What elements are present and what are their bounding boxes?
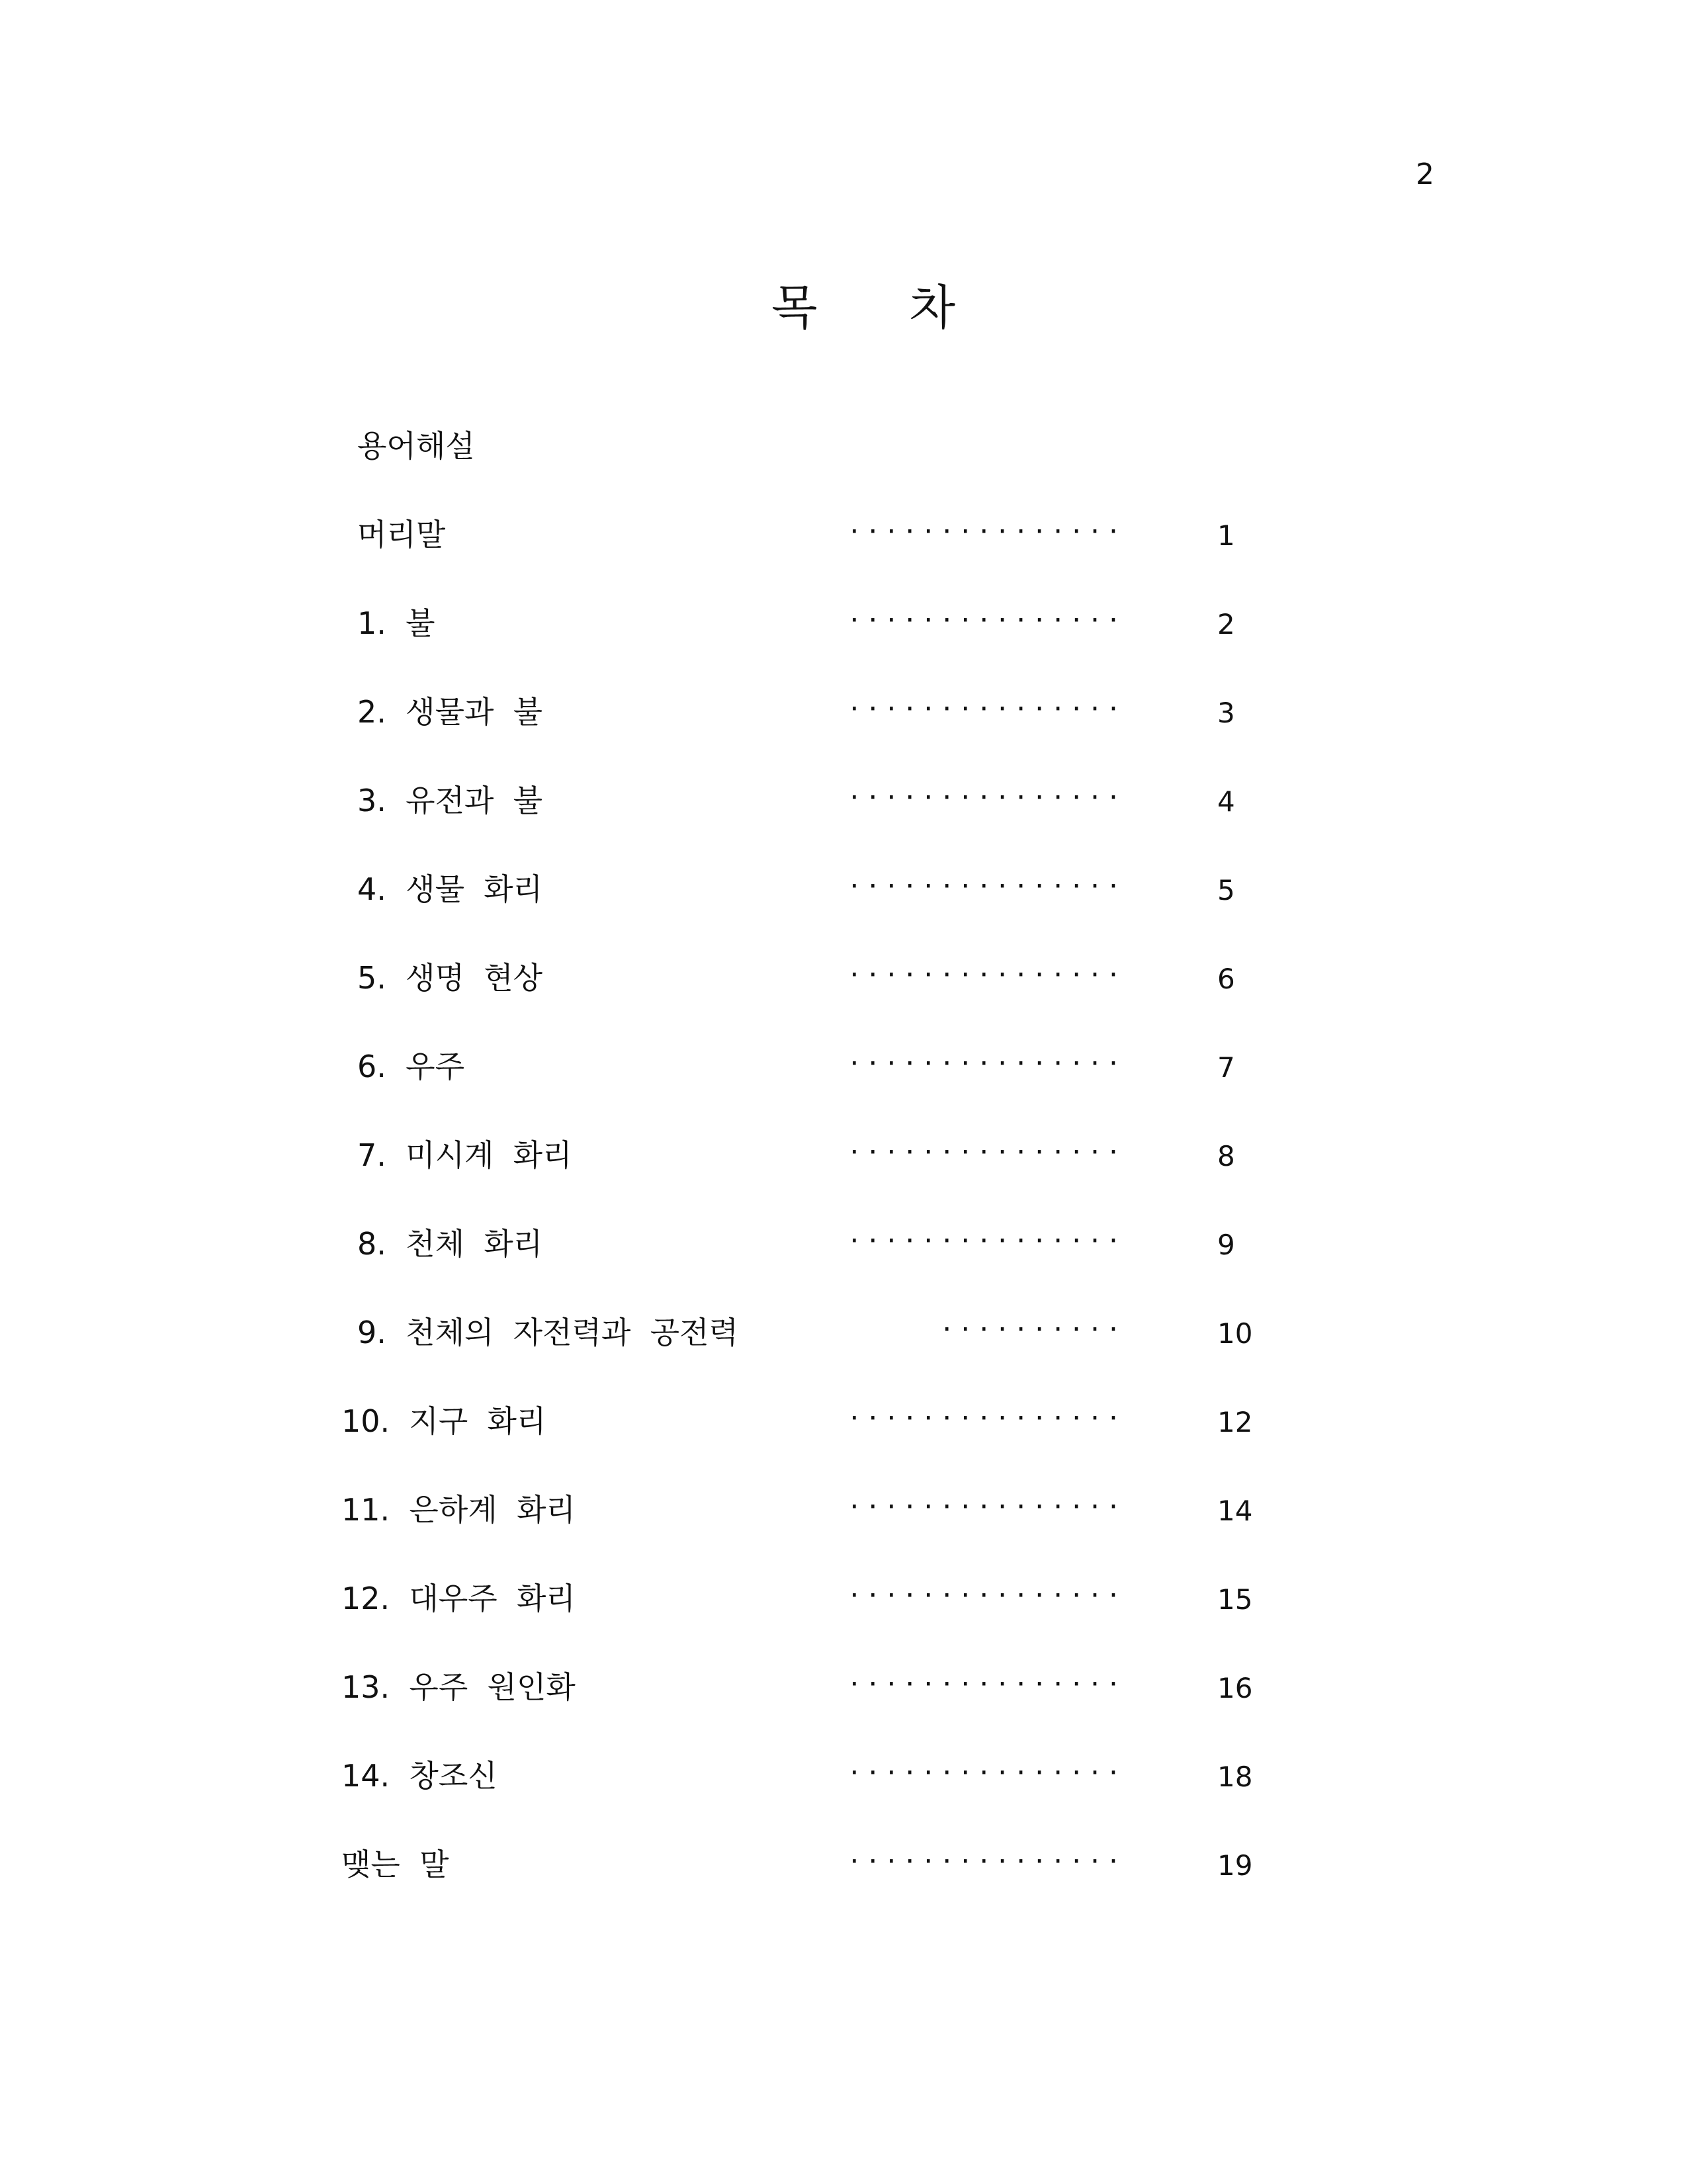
toc-entry-title: 4. 생물 화리: [357, 871, 543, 907]
toc-entry-leader-dots: · · · · · · · · · · · · · · ·: [849, 1135, 1118, 1169]
toc-entry-leader-dots: · · · · · · · · · · · · · · ·: [849, 603, 1118, 637]
toc-entry-page-number: 9: [1217, 1229, 1235, 1261]
toc-entry-page-number: 10: [1217, 1317, 1253, 1350]
toc-entry-leader-dots: · · · · · · · · · · · · · · ·: [849, 1224, 1118, 1258]
toc-entry-title: 13. 우주 원인화: [341, 1669, 576, 1705]
toc-entry: [0, 597, 1687, 650]
toc-entry-leader-dots: · · · · · · · · · · · · · · ·: [849, 1667, 1118, 1701]
toc-entry-leader-dots: · · · · · · · · · ·: [942, 1313, 1118, 1346]
toc-entry-title: 1. 불: [357, 605, 435, 641]
toc-entry: [0, 1395, 1687, 1448]
toc-entry: [0, 951, 1687, 1004]
toc-entry: [0, 1572, 1687, 1625]
toc-entry-leader-dots: · · · · · · · · · · · · · · ·: [849, 1401, 1118, 1435]
toc-entry: [0, 1129, 1687, 1182]
toc-entry-page-number: 15: [1217, 1583, 1253, 1616]
toc-entry: [0, 1838, 1687, 1891]
toc-entry: [0, 1749, 1687, 1802]
toc-entry-page-number: 6: [1217, 963, 1235, 995]
toc-entry: [0, 1306, 1687, 1359]
toc-entry-leader-dots: · · · · · · · · · · · · · · ·: [849, 1047, 1118, 1080]
toc-entry-leader-dots: · · · · · · · · · · · · · · ·: [849, 958, 1118, 992]
toc-entry: [0, 863, 1687, 916]
toc-entry-title: 2. 생물과 불: [357, 694, 543, 730]
toc-entry-page-number: 1: [1217, 519, 1235, 552]
toc-entry-page-number: 18: [1217, 1761, 1253, 1793]
toc-entry-title: 5. 생명 현상: [357, 960, 543, 996]
toc-entry-leader-dots: · · · · · · · · · · · · · · ·: [849, 869, 1118, 903]
toc-entry-page-number: 19: [1217, 1849, 1253, 1882]
toc-entry-leader-dots: · · · · · · · · · · · · · · ·: [849, 692, 1118, 726]
toc-entry-leader-dots: · · · · · · · · · · · · · · ·: [849, 1845, 1118, 1878]
toc-entry-leader-dots: · · · · · · · · · · · · · · ·: [849, 515, 1118, 548]
toc-entry-page-number: 2: [1217, 608, 1235, 640]
toc-entry-title: 8. 천체 화리: [357, 1226, 543, 1262]
toc-entry-title: 머리말: [357, 517, 446, 552]
toc-entry-page-number: 14: [1217, 1495, 1253, 1527]
toc-entry: [0, 1217, 1687, 1270]
toc-entry-leader-dots: · · · · · · · · · · · · · · ·: [849, 1490, 1118, 1524]
toc-entry-title: 10. 지구 화리: [341, 1403, 546, 1439]
toc-entry: [0, 508, 1687, 561]
toc-entry-page-number: 8: [1217, 1140, 1235, 1172]
toc-entry: [0, 1040, 1687, 1093]
toc-entry-title: 14. 창조신: [341, 1758, 497, 1794]
toc-entry-title: 맺는 말: [341, 1847, 449, 1882]
toc-entry: [0, 419, 1687, 472]
toc-entry-page-number: 3: [1217, 697, 1235, 729]
toc-entry-page-number: 16: [1217, 1672, 1253, 1704]
toc-entry: [0, 685, 1687, 738]
toc-entry-leader-dots: · · · · · · · · · · · · · · ·: [849, 1579, 1118, 1612]
toc-entry-page-number: 4: [1217, 785, 1235, 818]
toc-entry-leader-dots: · · · · · · · · · · · · · · ·: [849, 781, 1118, 814]
toc-entry: [0, 1483, 1687, 1536]
toc-entry-title: 7. 미시계 화리: [357, 1137, 572, 1173]
toc-title: 목 차: [771, 280, 994, 335]
toc-entry-title: 용어해설: [357, 428, 475, 464]
toc-entry-title: 6. 우주: [357, 1049, 465, 1084]
toc-entry-page-number: 7: [1217, 1051, 1235, 1084]
toc-entry-title: 11. 은하계 화리: [341, 1492, 576, 1528]
toc-entry-title: 12. 대우주 화리: [341, 1581, 576, 1616]
toc-entry-page-number: 12: [1217, 1406, 1253, 1438]
toc-entry: [0, 774, 1687, 827]
toc-entry: [0, 1661, 1687, 1714]
toc-entry-title: 3. 유전과 불: [357, 783, 543, 818]
page-number: 2: [1416, 157, 1434, 191]
toc-entry-leader-dots: · · · · · · · · · · · · · · ·: [849, 1756, 1118, 1790]
toc-entry-title: 9. 천체의 자전력과 공전력: [357, 1315, 738, 1350]
toc-entry-page-number: 5: [1217, 874, 1235, 906]
